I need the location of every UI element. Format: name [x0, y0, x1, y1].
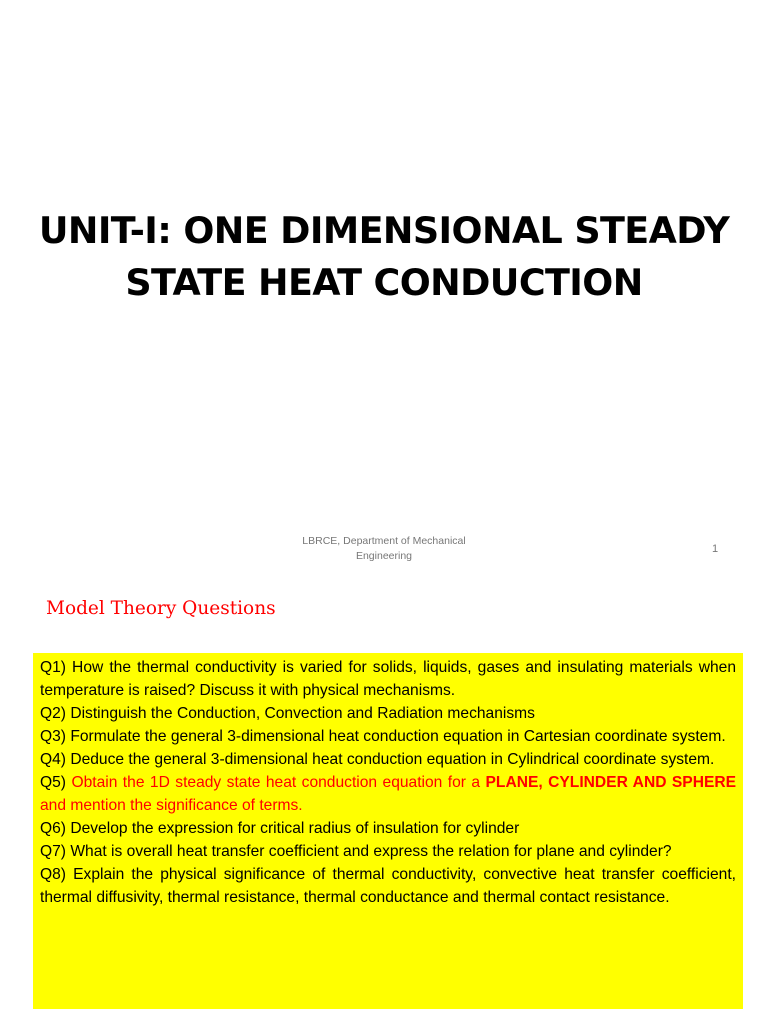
slide-footer [264, 534, 504, 564]
section-heading: Model Theory Questions [46, 598, 276, 619]
question-5-text: Obtain the 1D steady state heat conduction equation for a [71, 774, 486, 791]
question-5 [40, 771, 736, 817]
question-5-emphasis: PLANE, CYLINDER AND SPHERE [485, 774, 737, 791]
question-7: Q7) What is overall heat transfer coefficient and express the relation for plane and cylinder? [40, 843, 672, 860]
question-5-prefix: Q5) [40, 774, 72, 791]
slide-title [30, 205, 738, 309]
question-4: Q4) Deduce the general 3-dimensional heat conduction equation in Cylindrical coordinate system. [40, 751, 715, 768]
question-1: Q1) How the thermal conductivity is varied for solids, liquids, gases and insulating materials when temperature is raised? Discuss it with physical mechanisms. [40, 659, 736, 699]
questions-box [33, 653, 743, 1009]
question-2: Q2) Distinguish the Conduction, Convection and Radiation mechanisms [40, 705, 535, 722]
question-3: Q3) Formulate the general 3-dimensional heat conduction equation in Cartesian coordinate system. [40, 728, 726, 745]
question-8: Q8) Explain the physical significance of thermal conductivity, convective heat transfer coefficient, thermal diffusivity, thermal resistance, thermal conductance and thermal contact resistance. [40, 866, 736, 906]
footer-line-1: LBRCE, Department of Mechanical [302, 535, 466, 547]
title-line-2: STATE HEAT CONDUCTION [125, 261, 643, 304]
question-6: Q6) Develop the expression for critical radius of insulation for cylinder [40, 820, 520, 837]
title-line-1: UNIT-I: ONE DIMENSIONAL STEADY [38, 209, 730, 252]
page-number: 1 [712, 543, 719, 555]
footer-line-2: Engineering [355, 550, 413, 562]
question-5-tail: and mention the significance of terms. [40, 797, 303, 814]
